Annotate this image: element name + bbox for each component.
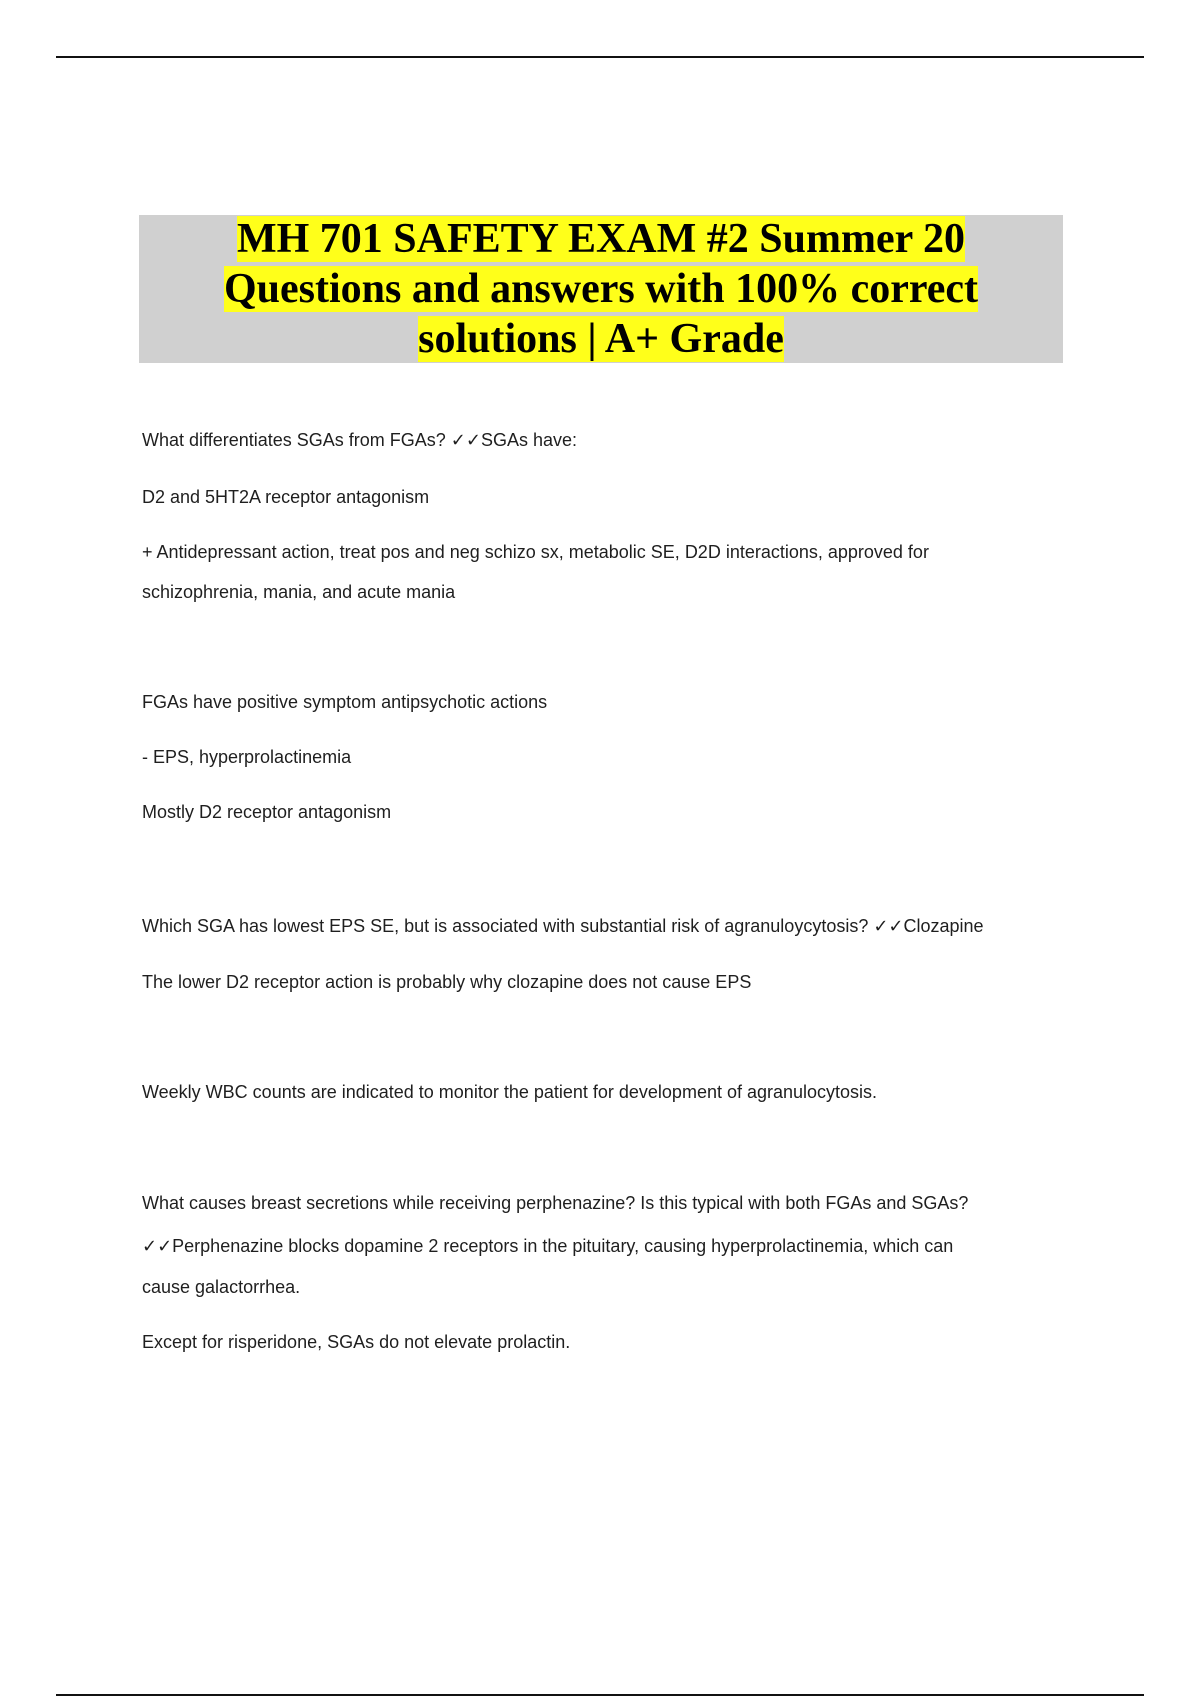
document-title: [171, 214, 1031, 364]
answer-1-line-2: + Antidepressant action, treat pos and neg schizo sx, metabolic SE, D2D interactions, approved for: [142, 542, 929, 562]
title-line-1: MH 701 SAFETY EXAM #2 Summer 20: [237, 216, 965, 262]
title-line-2: Questions and answers with 100% correct: [223, 266, 979, 312]
question-2-text: Which SGA has lowest EPS SE, but is associated with substantial risk of agranuloycytosis? ✓✓Clozapine: [142, 916, 984, 936]
answer-3-line-2: cause galactorrhea.: [142, 1277, 301, 1297]
question-3-text: What causes breast secretions while receiving perphenazine? Is this typical with both FGAs and SGAs?: [142, 1193, 969, 1213]
answer-1-line-1: D2 and 5HT2A receptor antagonism: [142, 487, 430, 507]
answer-3-line-1: ✓✓Perphenazine blocks dopamine 2 receptors in the pituitary, causing hyperprolactinemia, which can: [142, 1236, 954, 1256]
answer-2-line-2: Weekly WBC counts are indicated to monitor the patient for development of agranulocytosis.: [142, 1082, 878, 1102]
title-line-3: solutions | A+ Grade: [418, 316, 784, 362]
title-banner: [139, 215, 1063, 363]
question-1-text: What differentiates SGAs from FGAs? ✓✓SGAs have:: [142, 430, 577, 450]
answer-2-line-1: The lower D2 receptor action is probably why clozapine does not cause EPS: [142, 972, 752, 992]
header-rule: [56, 56, 1144, 58]
answer-3-line-3: Except for risperidone, SGAs do not elevate prolactin.: [142, 1332, 571, 1352]
answer-1-line-5: - EPS, hyperprolactinemia: [142, 747, 352, 767]
answer-1-line-3: schizophrenia, mania, and acute mania: [142, 582, 456, 602]
answer-1-line-6: Mostly D2 receptor antagonism: [142, 802, 392, 822]
answer-1-line-4: FGAs have positive symptom antipsychotic actions: [142, 692, 548, 712]
footer-rule: [56, 1694, 1144, 1696]
